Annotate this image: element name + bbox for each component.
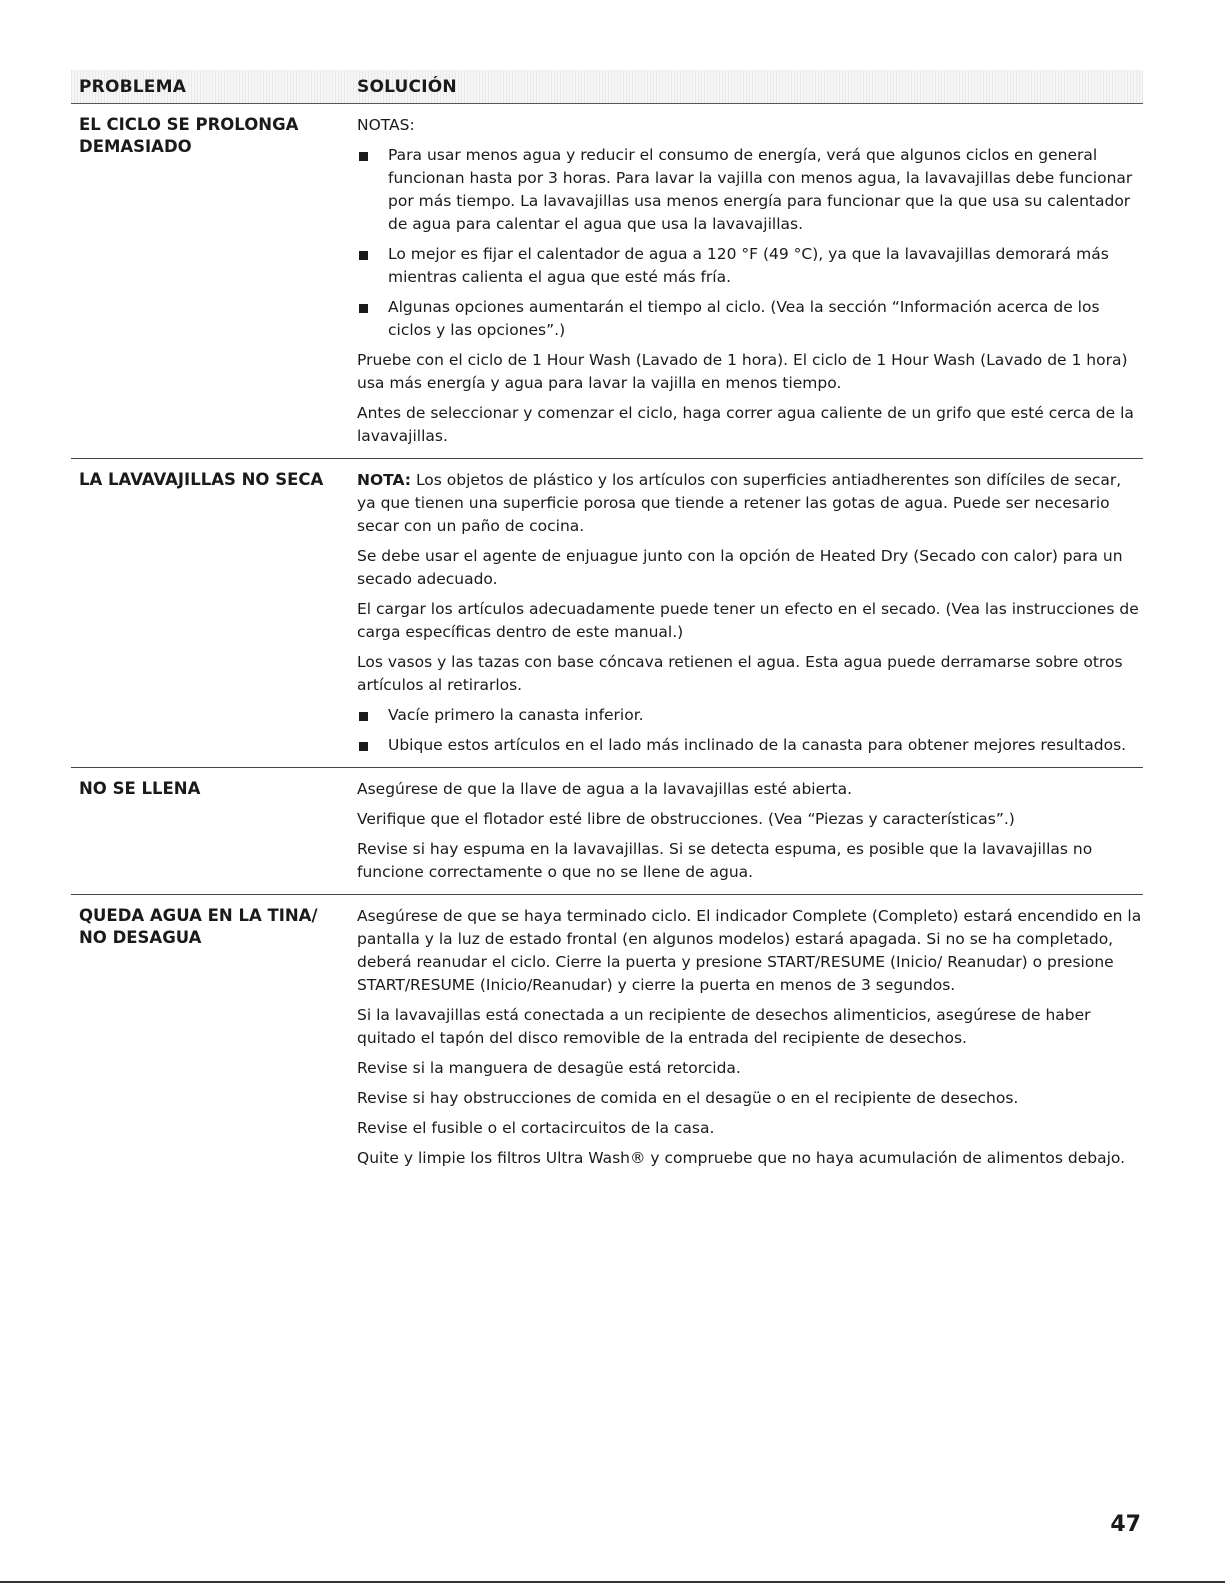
problem-cell: EL CICLO SE PROLONGA DEMASIADO [79,115,299,156]
notes-label: NOTAS: [357,116,415,134]
header-problem: PROBLEMA [79,76,187,97]
problem-cell: LA LAVAVAJILLAS NO SECA [79,470,324,489]
solution-paragraph: Si la lavavajillas está conectada a un recipiente de desechos alimenticios, asegúrese de haber quitado el tapón del disco removible de la entrada del recipiente de desechos. [357,1006,1091,1047]
solution-paragraph: Asegúrese de que se haya terminado ciclo. El indicador Complete (Completo) estará encendido en la pantalla y la luz de estado frontal (en algunos modelos) estará apagada. Si no se ha completado, deberá reanudar el ciclo. Cierre la puerta y presione START/RESUME (Inicio/ Reanudar) o presione START/RESUME (Inicio/Reanudar) y cierre la puerta en menos de 3 segundos. [357,907,1142,994]
table-row [71,104,1143,459]
bullet-square-icon [359,712,368,721]
solution-paragraph: Pruebe con el ciclo de 1 Hour Wash (Lavado de 1 hora). El ciclo de 1 Hour Wash (Lavado de 1 hora) usa más energía y agua para lavar la vajilla en menos tiempo. [357,351,1128,392]
bottom-divider [0,1581,1225,1583]
bullet-square-icon [359,304,368,313]
list-item: Algunas opciones aumentarán el tiempo al ciclo. (Vea la sección “Información acerca de los ciclos y las opciones”.) [357,296,1143,342]
bullet-square-icon [359,251,368,260]
list-item: Vacíe primero la canasta inferior. [357,704,1143,727]
bullet-square-icon [359,742,368,751]
solution-paragraph: Se debe usar el agente de enjuague junto con la opción de Heated Dry (Secado con calor) para un secado adecuado. [357,547,1123,588]
solution-paragraph: Asegúrese de que la llave de agua a la lavavajillas esté abierta. [357,780,853,798]
bullet-list [357,704,1143,757]
solution-cell [357,905,1143,1170]
list-item: Ubique estos artículos en el lado más inclinado de la canasta para obtener mejores resultados. [357,734,1143,757]
table-row [71,768,1143,895]
note-label: NOTA: [357,471,412,489]
problem-cell: QUEDA AGUA EN LA TINA/ NO DESAGUA [79,906,318,947]
list-item: Lo mejor es fijar el calentador de agua a 120 °F (49 °C), ya que la lavavajillas demorará más mientras calienta el agua que esté más fría. [357,243,1143,289]
table-row [71,895,1143,1180]
solution-paragraph: Revise si hay obstrucciones de comida en el desagüe o en el recipiente de desechos. [357,1089,1019,1107]
header-solution: SOLUCIÓN [357,76,457,97]
solution-paragraph: Revise el fusible o el cortacircuitos de la casa. [357,1119,715,1137]
bullet-list [357,144,1143,342]
note-text: Los objetos de plástico y los artículos con superficies antiadherentes son difíciles de secar, ya que tienen una superficie porosa que tiende a retener las gotas de agua. Puede ser necesario secar con un paño de cocina. [357,471,1122,535]
list-item: Para usar menos agua y reducir el consumo de energía, verá que algunos ciclos en general funcionan hasta por 3 horas. Para lavar la vajilla con menos agua, la lavavajillas debe funcionar por más tiempo. La lavavajillas usa menos energía para funcionar que la que usa su calentador de agua para calentar el agua que usa la lavavajillas. [357,144,1143,236]
solution-cell [357,778,1143,884]
solution-paragraph: El cargar los artículos adecuadamente puede tener un efecto en el secado. (Vea las instrucciones de carga específicas dentro de este manual.) [357,600,1139,641]
solution-paragraph: Quite y limpie los filtros Ultra Wash® y compruebe que no haya acumulación de alimentos debajo. [357,1149,1126,1167]
solution-cell [357,114,1143,448]
bullet-square-icon [359,152,368,161]
table-row [71,459,1143,768]
problem-cell: NO SE LLENA [79,779,201,798]
solution-paragraph: Antes de seleccionar y comenzar el ciclo, haga correr agua caliente de un grifo que esté cerca de la lavavajillas. [357,404,1134,445]
solution-paragraph: Revise si la manguera de desagüe está retorcida. [357,1059,741,1077]
table-header [71,70,1143,104]
solution-paragraph: Revise si hay espuma en la lavavajillas. Si se detecta espuma, es posible que la lavavajillas no funcione correctamente o que no se llene de agua. [357,840,1093,881]
solution-paragraph: Los vasos y las tazas con base cóncava retienen el agua. Esta agua puede derramarse sobre otros artículos al retirarlos. [357,653,1123,694]
troubleshooting-table [71,70,1143,1180]
solution-paragraph: Verifique que el flotador esté libre de obstrucciones. (Vea “Piezas y características”.) [357,810,1015,828]
note-paragraph [357,469,1143,538]
page-number: 47 [1110,1512,1141,1537]
solution-cell [357,469,1143,757]
